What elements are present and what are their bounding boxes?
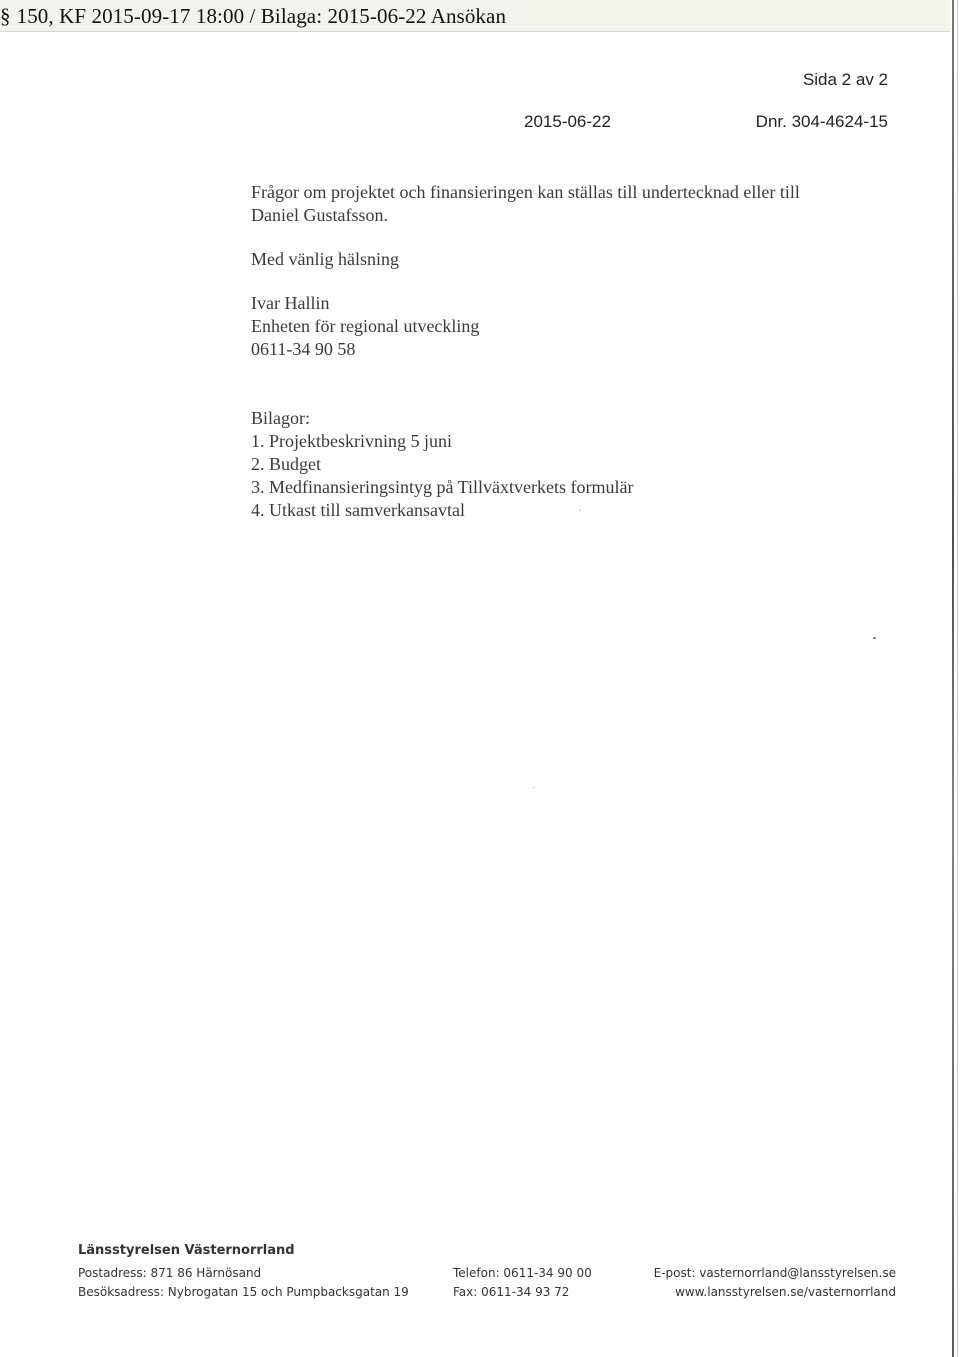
page-number: Sida 2 av 2	[802, 70, 888, 89]
attachment-item: 3. Medfinansieringsintyg på Tillväxtverkets formulär	[251, 477, 634, 497]
scan-edge-line	[952, 0, 954, 1357]
document-header-title	[0, 4, 506, 29]
intro-line: Frågor om projektet och finansieringen kan ställas till undertecknad eller till	[251, 182, 800, 202]
attachment-item: 2. Budget	[251, 454, 321, 474]
attachments-list	[251, 407, 633, 522]
attachment-item: 1. Projektbeskrivning 5 juni	[251, 431, 452, 451]
document-date: 2015-06-22	[524, 112, 611, 131]
attachment-item: 4. Utkast till samverkansavtal	[251, 500, 465, 520]
footer-addresses	[78, 1264, 409, 1302]
scan-edge-line-secondary	[957, 0, 958, 1357]
footer-contact-online	[654, 1264, 896, 1302]
document-reference-number: Dnr. 304-4624-15	[755, 112, 888, 131]
scan-speck	[579, 510, 581, 511]
footer-email: E-post: vasternorrland@lansstyrelsen.se	[653, 1266, 896, 1280]
section-symbol-icon: §	[0, 4, 11, 28]
document-header-bar	[0, 0, 950, 32]
signature-block	[251, 292, 479, 361]
footer-phone-fax	[453, 1264, 592, 1302]
signatory-unit: Enheten för regional utveckling	[251, 316, 480, 336]
attachments-heading: Bilagor:	[251, 408, 310, 428]
footer-website: www.lansstyrelsen.se/vasternorrland	[675, 1285, 896, 1299]
footer-phone: Telefon: 0611-34 90 00	[453, 1266, 592, 1280]
signatory-phone: 0611-34 90 58	[251, 339, 356, 359]
footer-fax: Fax: 0611-34 93 72	[453, 1285, 570, 1299]
signatory-name: Ivar Hallin	[251, 293, 330, 313]
footer-organization: Länsstyrelsen Västernorrland	[78, 1243, 295, 1258]
footer-postal-address: Postadress: 871 86 Härnösand	[78, 1266, 262, 1280]
footer-visiting-address: Besöksadress: Nybrogatan 15 och Pumpbacksgatan 19	[78, 1285, 409, 1299]
scan-speck	[533, 787, 535, 788]
intro-paragraph	[251, 181, 800, 227]
scan-speck	[873, 637, 876, 639]
closing-greeting: Med vänlig hälsning	[251, 249, 399, 269]
header-title-text: 150, KF 2015-09-17 18:00 / Bilaga: 2015-06-22 Ansökan	[16, 4, 507, 28]
intro-line: Daniel Gustafsson.	[251, 205, 388, 225]
